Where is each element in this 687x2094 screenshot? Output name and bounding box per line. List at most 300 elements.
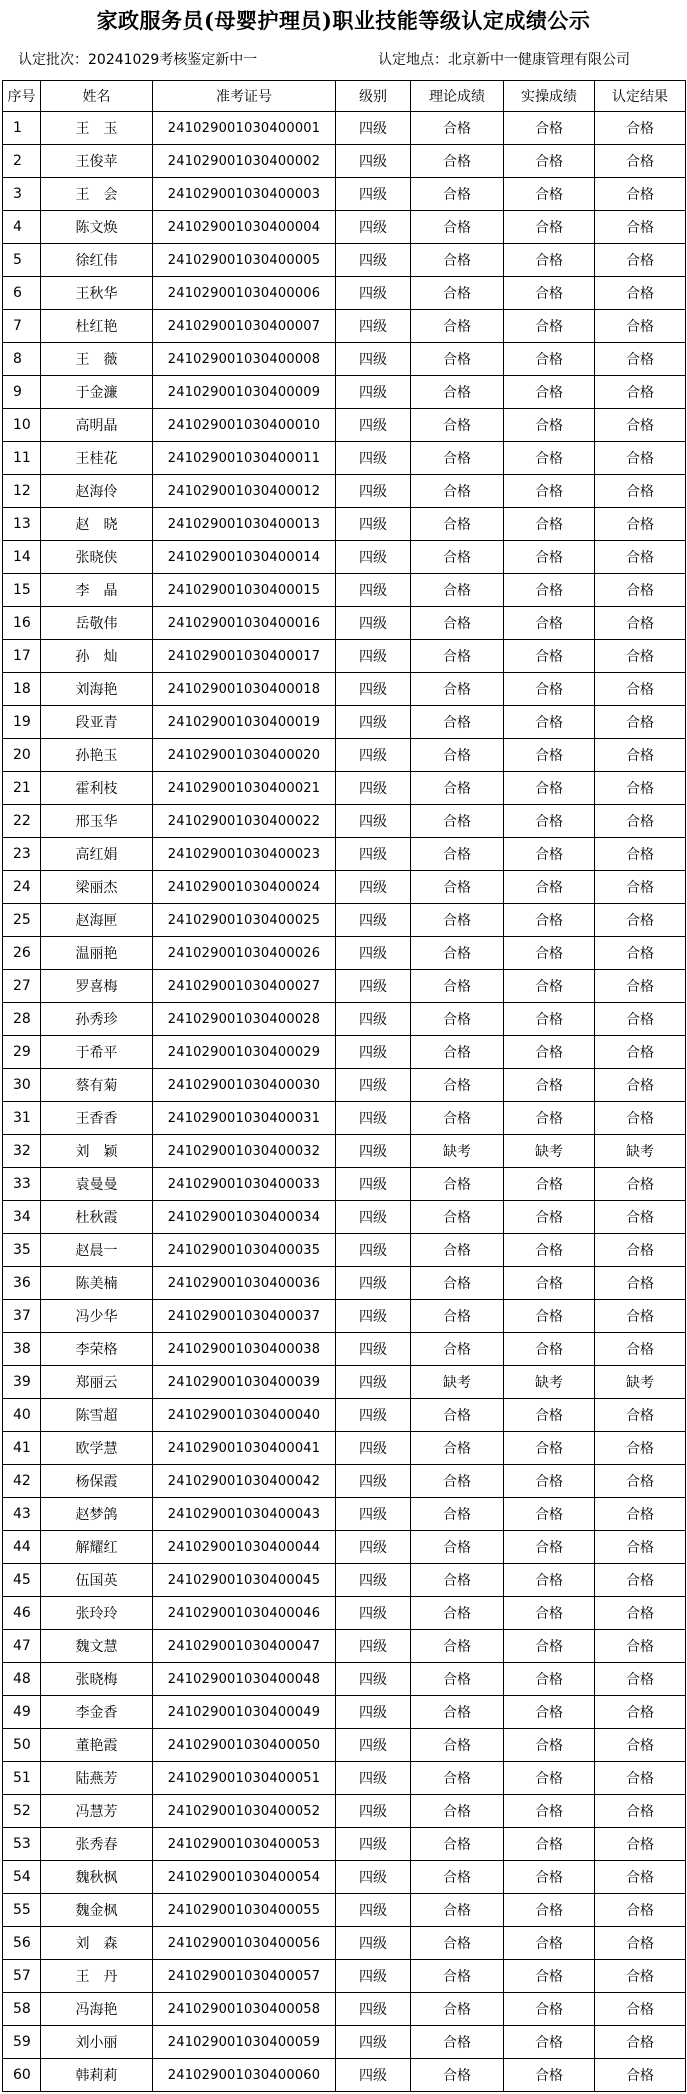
cell-level: 四级 [336, 1069, 411, 1102]
cell-theory-score: 合格 [411, 1861, 504, 1894]
cell-theory-score: 合格 [411, 1564, 504, 1597]
cell-level: 四级 [336, 1993, 411, 2026]
cell-exam-id: 241029001030400059 [153, 2026, 336, 2059]
header-row [3, 81, 686, 112]
table-body [3, 112, 686, 2092]
cell-seq: 25 [3, 904, 41, 937]
cell-theory-score: 合格 [411, 607, 504, 640]
cell-level: 四级 [336, 541, 411, 574]
cell-exam-id: 241029001030400022 [153, 805, 336, 838]
cell-exam-id: 241029001030400008 [153, 343, 336, 376]
cell-practical-score: 合格 [504, 1399, 595, 1432]
cell-name: 张晓梅 [41, 1663, 153, 1696]
cell-level: 四级 [336, 904, 411, 937]
cell-exam-id: 241029001030400013 [153, 508, 336, 541]
cell-seq: 31 [3, 1102, 41, 1135]
cell-result: 合格 [595, 1927, 686, 1960]
cell-result: 缺考 [595, 1366, 686, 1399]
cell-level: 四级 [336, 1597, 411, 1630]
cell-level: 四级 [336, 1102, 411, 1135]
cell-practical-score: 合格 [504, 1828, 595, 1861]
cell-level: 四级 [336, 1234, 411, 1267]
cell-practical-score: 合格 [504, 640, 595, 673]
cell-result: 合格 [595, 244, 686, 277]
cell-theory-score: 合格 [411, 805, 504, 838]
cell-result: 合格 [595, 1399, 686, 1432]
cell-level: 四级 [336, 1267, 411, 1300]
cell-theory-score: 合格 [411, 145, 504, 178]
cell-exam-id: 241029001030400035 [153, 1234, 336, 1267]
cell-exam-id: 241029001030400054 [153, 1861, 336, 1894]
cell-theory-score: 合格 [411, 1696, 504, 1729]
cell-practical-score: 合格 [504, 937, 595, 970]
cell-practical-score: 合格 [504, 1498, 595, 1531]
cell-practical-score: 合格 [504, 508, 595, 541]
cell-exam-id: 241029001030400009 [153, 376, 336, 409]
cell-exam-id: 241029001030400056 [153, 1927, 336, 1960]
cell-seq: 8 [3, 343, 41, 376]
cell-theory-score: 合格 [411, 1069, 504, 1102]
cell-exam-id: 241029001030400014 [153, 541, 336, 574]
table-row [3, 1333, 686, 1366]
cell-result: 合格 [595, 1894, 686, 1927]
cell-exam-id: 241029001030400038 [153, 1333, 336, 1366]
cell-result: 合格 [595, 310, 686, 343]
cell-theory-score: 合格 [411, 1168, 504, 1201]
cell-level: 四级 [336, 1135, 411, 1168]
cell-level: 四级 [336, 277, 411, 310]
cell-seq: 48 [3, 1663, 41, 1696]
cell-level: 四级 [336, 772, 411, 805]
cell-result: 合格 [595, 1597, 686, 1630]
table-row [3, 871, 686, 904]
table-row [3, 1300, 686, 1333]
cell-name: 伍国英 [41, 1564, 153, 1597]
table-row [3, 112, 686, 145]
cell-exam-id: 241029001030400019 [153, 706, 336, 739]
cell-name: 梁丽杰 [41, 871, 153, 904]
cell-theory-score: 合格 [411, 871, 504, 904]
table-row [3, 310, 686, 343]
table-row [3, 178, 686, 211]
cell-name: 王 薇 [41, 343, 153, 376]
cell-practical-score: 合格 [504, 541, 595, 574]
cell-theory-score: 合格 [411, 541, 504, 574]
cell-seq: 13 [3, 508, 41, 541]
cell-result: 合格 [595, 1102, 686, 1135]
cell-theory-score: 合格 [411, 1432, 504, 1465]
cell-theory-score: 合格 [411, 1828, 504, 1861]
cell-level: 四级 [336, 1531, 411, 1564]
table-row [3, 409, 686, 442]
cell-theory-score: 合格 [411, 310, 504, 343]
cell-practical-score: 合格 [504, 673, 595, 706]
table-row [3, 673, 686, 706]
cell-theory-score: 合格 [411, 1201, 504, 1234]
cell-exam-id: 241029001030400047 [153, 1630, 336, 1663]
cell-practical-score: 合格 [504, 310, 595, 343]
table-row [3, 904, 686, 937]
cell-level: 四级 [336, 871, 411, 904]
table-row [3, 1960, 686, 1993]
header-practical-score: 实操成绩 [504, 81, 595, 112]
cell-seq: 12 [3, 475, 41, 508]
table-row [3, 1564, 686, 1597]
cell-theory-score: 合格 [411, 1993, 504, 2026]
cell-name: 杜秋霞 [41, 1201, 153, 1234]
cell-result: 合格 [595, 937, 686, 970]
cell-level: 四级 [336, 2026, 411, 2059]
cell-name: 冯少华 [41, 1300, 153, 1333]
cell-seq: 34 [3, 1201, 41, 1234]
cell-result: 合格 [595, 673, 686, 706]
cell-result: 合格 [595, 1267, 686, 1300]
table-row [3, 838, 686, 871]
table-row [3, 1894, 686, 1927]
cell-result: 合格 [595, 838, 686, 871]
cell-exam-id: 241029001030400046 [153, 1597, 336, 1630]
cell-level: 四级 [336, 178, 411, 211]
cell-result: 合格 [595, 376, 686, 409]
cell-name: 赵 晓 [41, 508, 153, 541]
cell-theory-score: 合格 [411, 277, 504, 310]
table-row [3, 2059, 686, 2092]
cell-theory-score: 合格 [411, 244, 504, 277]
cell-result: 合格 [595, 706, 686, 739]
cell-result: 合格 [595, 970, 686, 1003]
cell-result: 合格 [595, 541, 686, 574]
cell-level: 四级 [336, 673, 411, 706]
cell-seq: 58 [3, 1993, 41, 2026]
cell-exam-id: 241029001030400039 [153, 1366, 336, 1399]
cell-result: 合格 [595, 1003, 686, 1036]
cell-practical-score: 合格 [504, 376, 595, 409]
cell-seq: 7 [3, 310, 41, 343]
cell-exam-id: 241029001030400044 [153, 1531, 336, 1564]
cell-result: 合格 [595, 1036, 686, 1069]
cell-result: 合格 [595, 1300, 686, 1333]
cell-theory-score: 合格 [411, 1894, 504, 1927]
cell-practical-score: 合格 [504, 145, 595, 178]
cell-exam-id: 241029001030400055 [153, 1894, 336, 1927]
cell-theory-score: 合格 [411, 1630, 504, 1663]
cell-name: 温丽艳 [41, 937, 153, 970]
results-table [2, 80, 686, 2092]
cell-result: 合格 [595, 508, 686, 541]
cell-exam-id: 241029001030400040 [153, 1399, 336, 1432]
cell-result: 合格 [595, 1630, 686, 1663]
cell-name: 魏文慧 [41, 1630, 153, 1663]
cell-seq: 56 [3, 1927, 41, 1960]
cell-result: 合格 [595, 1762, 686, 1795]
cell-seq: 35 [3, 1234, 41, 1267]
cell-name: 孙秀珍 [41, 1003, 153, 1036]
cell-result: 合格 [595, 2059, 686, 2092]
cell-exam-id: 241029001030400045 [153, 1564, 336, 1597]
cell-seq: 49 [3, 1696, 41, 1729]
location-info: 认定地点：北京新中一健康管理有限公司 [378, 52, 630, 68]
cell-name: 杨保霞 [41, 1465, 153, 1498]
cell-name: 于希平 [41, 1036, 153, 1069]
cell-level: 四级 [336, 1828, 411, 1861]
cell-seq: 36 [3, 1267, 41, 1300]
table-row [3, 805, 686, 838]
cell-level: 四级 [336, 1696, 411, 1729]
cell-theory-score: 合格 [411, 1003, 504, 1036]
cell-theory-score: 合格 [411, 1729, 504, 1762]
cell-level: 四级 [336, 574, 411, 607]
cell-practical-score: 合格 [504, 1663, 595, 1696]
cell-result: 合格 [595, 1861, 686, 1894]
cell-seq: 60 [3, 2059, 41, 2092]
cell-result: 合格 [595, 211, 686, 244]
cell-theory-score: 合格 [411, 2059, 504, 2092]
cell-result: 合格 [595, 442, 686, 475]
table-row [3, 937, 686, 970]
cell-result: 合格 [595, 805, 686, 838]
header-theory-score: 理论成绩 [411, 81, 504, 112]
cell-seq: 18 [3, 673, 41, 706]
cell-level: 四级 [336, 1663, 411, 1696]
cell-seq: 33 [3, 1168, 41, 1201]
cell-result: 合格 [595, 1729, 686, 1762]
cell-name: 李荣格 [41, 1333, 153, 1366]
cell-result: 合格 [595, 1696, 686, 1729]
table-row [3, 1696, 686, 1729]
cell-level: 四级 [336, 310, 411, 343]
cell-result: 合格 [595, 772, 686, 805]
cell-seq: 44 [3, 1531, 41, 1564]
cell-result: 合格 [595, 1234, 686, 1267]
cell-result: 合格 [595, 1993, 686, 2026]
cell-practical-score: 合格 [504, 1861, 595, 1894]
cell-level: 四级 [336, 1465, 411, 1498]
cell-exam-id: 241029001030400002 [153, 145, 336, 178]
cell-result: 合格 [595, 1663, 686, 1696]
table-row [3, 1366, 686, 1399]
table-row [3, 1267, 686, 1300]
cell-exam-id: 241029001030400025 [153, 904, 336, 937]
cell-name: 岳敬伟 [41, 607, 153, 640]
cell-practical-score: 合格 [504, 871, 595, 904]
cell-practical-score: 合格 [504, 607, 595, 640]
cell-exam-id: 241029001030400057 [153, 1960, 336, 1993]
cell-name: 刘小丽 [41, 2026, 153, 2059]
cell-practical-score: 合格 [504, 1762, 595, 1795]
cell-seq: 26 [3, 937, 41, 970]
cell-exam-id: 241029001030400016 [153, 607, 336, 640]
cell-result: 合格 [595, 475, 686, 508]
cell-level: 四级 [336, 937, 411, 970]
cell-level: 四级 [336, 2059, 411, 2092]
cell-theory-score: 合格 [411, 772, 504, 805]
cell-exam-id: 241029001030400020 [153, 739, 336, 772]
cell-result: 合格 [595, 607, 686, 640]
cell-exam-id: 241029001030400010 [153, 409, 336, 442]
cell-result: 合格 [595, 112, 686, 145]
cell-name: 冯海艳 [41, 1993, 153, 2026]
cell-exam-id: 241029001030400042 [153, 1465, 336, 1498]
table-row [3, 1201, 686, 1234]
cell-practical-score: 合格 [504, 1168, 595, 1201]
cell-result: 合格 [595, 640, 686, 673]
cell-level: 四级 [336, 1861, 411, 1894]
table-row [3, 475, 686, 508]
header-exam-id: 准考证号 [153, 81, 336, 112]
table-row [3, 1432, 686, 1465]
cell-practical-score: 合格 [504, 1432, 595, 1465]
cell-practical-score: 合格 [504, 1564, 595, 1597]
cell-theory-score: 合格 [411, 343, 504, 376]
cell-level: 四级 [336, 376, 411, 409]
cell-practical-score: 合格 [504, 1531, 595, 1564]
cell-theory-score: 合格 [411, 211, 504, 244]
cell-result: 合格 [595, 1465, 686, 1498]
cell-practical-score: 合格 [504, 244, 595, 277]
cell-practical-score: 合格 [504, 574, 595, 607]
cell-seq: 47 [3, 1630, 41, 1663]
cell-theory-score: 合格 [411, 1465, 504, 1498]
cell-name: 赵海匣 [41, 904, 153, 937]
table-row [3, 541, 686, 574]
cell-exam-id: 241029001030400018 [153, 673, 336, 706]
cell-practical-score: 合格 [504, 442, 595, 475]
cell-theory-score: 合格 [411, 1234, 504, 1267]
cell-result: 合格 [595, 1531, 686, 1564]
table-row [3, 2026, 686, 2059]
cell-practical-score: 合格 [504, 112, 595, 145]
table-row [3, 376, 686, 409]
table-row [3, 1102, 686, 1135]
cell-level: 四级 [336, 607, 411, 640]
cell-exam-id: 241029001030400003 [153, 178, 336, 211]
table-row [3, 1762, 686, 1795]
cell-name: 赵梦鸽 [41, 1498, 153, 1531]
cell-name: 刘 颖 [41, 1135, 153, 1168]
cell-theory-score: 合格 [411, 508, 504, 541]
table-row [3, 1531, 686, 1564]
cell-result: 合格 [595, 178, 686, 211]
table-row [3, 1861, 686, 1894]
cell-practical-score: 合格 [504, 1465, 595, 1498]
cell-level: 四级 [336, 409, 411, 442]
cell-seq: 51 [3, 1762, 41, 1795]
cell-level: 四级 [336, 1894, 411, 1927]
cell-level: 四级 [336, 1498, 411, 1531]
cell-name: 赵海伶 [41, 475, 153, 508]
cell-level: 四级 [336, 508, 411, 541]
table-row [3, 1828, 686, 1861]
cell-name: 赵晨一 [41, 1234, 153, 1267]
cell-name: 刘海艳 [41, 673, 153, 706]
cell-seq: 59 [3, 2026, 41, 2059]
header-result: 认定结果 [595, 81, 686, 112]
cell-seq: 24 [3, 871, 41, 904]
table-row [3, 343, 686, 376]
cell-theory-score: 缺考 [411, 1135, 504, 1168]
batch-info: 认定批次：20241029考核鉴定新中一 [18, 52, 258, 68]
cell-level: 四级 [336, 1201, 411, 1234]
cell-name: 解耀红 [41, 1531, 153, 1564]
cell-name: 张玲玲 [41, 1597, 153, 1630]
cell-result: 合格 [595, 1960, 686, 1993]
cell-practical-score: 合格 [504, 2059, 595, 2092]
cell-name: 王香香 [41, 1102, 153, 1135]
cell-result: 合格 [595, 1432, 686, 1465]
cell-seq: 41 [3, 1432, 41, 1465]
cell-level: 四级 [336, 739, 411, 772]
cell-theory-score: 合格 [411, 706, 504, 739]
cell-level: 四级 [336, 343, 411, 376]
cell-theory-score: 合格 [411, 1597, 504, 1630]
cell-seq: 55 [3, 1894, 41, 1927]
cell-name: 张秀春 [41, 1828, 153, 1861]
cell-exam-id: 241029001030400037 [153, 1300, 336, 1333]
cell-exam-id: 241029001030400041 [153, 1432, 336, 1465]
cell-result: 合格 [595, 409, 686, 442]
table-row [3, 1597, 686, 1630]
cell-name: 王秋华 [41, 277, 153, 310]
cell-level: 四级 [336, 838, 411, 871]
cell-theory-score: 合格 [411, 739, 504, 772]
cell-theory-score: 合格 [411, 640, 504, 673]
cell-exam-id: 241029001030400050 [153, 1729, 336, 1762]
cell-exam-id: 241029001030400027 [153, 970, 336, 1003]
cell-theory-score: 合格 [411, 970, 504, 1003]
cell-theory-score: 合格 [411, 1333, 504, 1366]
cell-name: 王 会 [41, 178, 153, 211]
cell-result: 合格 [595, 145, 686, 178]
cell-theory-score: 合格 [411, 1762, 504, 1795]
cell-name: 孙艳玉 [41, 739, 153, 772]
cell-theory-score: 合格 [411, 1795, 504, 1828]
cell-exam-id: 241029001030400015 [153, 574, 336, 607]
table-row [3, 970, 686, 1003]
cell-level: 四级 [336, 1399, 411, 1432]
cell-theory-score: 合格 [411, 376, 504, 409]
cell-exam-id: 241029001030400026 [153, 937, 336, 970]
header-name: 姓名 [41, 81, 153, 112]
cell-theory-score: 合格 [411, 1663, 504, 1696]
cell-seq: 17 [3, 640, 41, 673]
page-title: 家政服务员(母婴护理员)职业技能等级认定成绩公示 [96, 8, 591, 33]
cell-seq: 57 [3, 1960, 41, 1993]
cell-level: 四级 [336, 244, 411, 277]
table-row [3, 1234, 686, 1267]
table-row [3, 1399, 686, 1432]
cell-exam-id: 241029001030400029 [153, 1036, 336, 1069]
cell-result: 缺考 [595, 1135, 686, 1168]
cell-practical-score: 合格 [504, 970, 595, 1003]
cell-practical-score: 合格 [504, 1333, 595, 1366]
cell-theory-score: 合格 [411, 1927, 504, 1960]
cell-exam-id: 241029001030400030 [153, 1069, 336, 1102]
cell-theory-score: 合格 [411, 574, 504, 607]
cell-exam-id: 241029001030400001 [153, 112, 336, 145]
header-seq: 序号 [3, 81, 41, 112]
cell-name: 王 玉 [41, 112, 153, 145]
cell-seq: 43 [3, 1498, 41, 1531]
table-row [3, 1795, 686, 1828]
cell-name: 王俊苹 [41, 145, 153, 178]
cell-practical-score: 合格 [504, 1729, 595, 1762]
cell-level: 四级 [336, 1300, 411, 1333]
cell-seq: 45 [3, 1564, 41, 1597]
cell-practical-score: 合格 [504, 1267, 595, 1300]
cell-name: 段亚青 [41, 706, 153, 739]
cell-exam-id: 241029001030400053 [153, 1828, 336, 1861]
cell-seq: 19 [3, 706, 41, 739]
